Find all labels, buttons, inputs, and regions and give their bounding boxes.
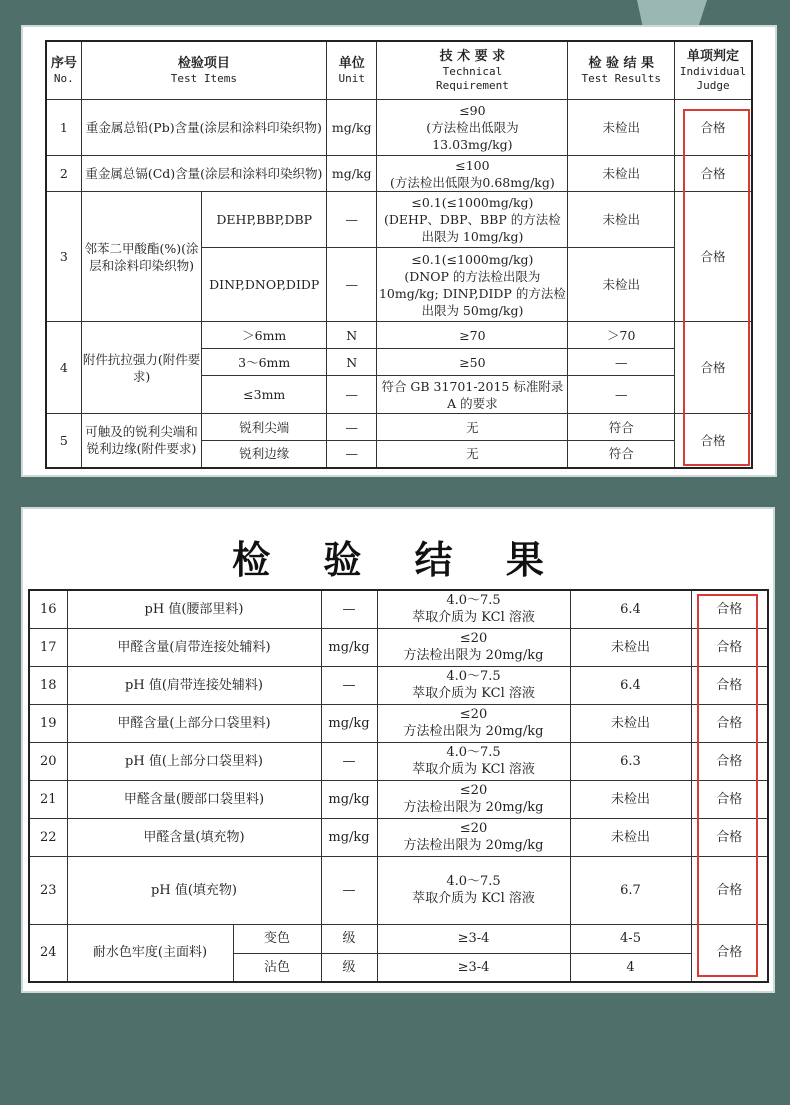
row-requirement: ≤100 (方法检出低限为0.68mg/kg) (377, 156, 568, 192)
row-judge: 合格 (691, 628, 768, 666)
row-no: 5 (46, 414, 81, 468)
row-item: 甲醛含量(填充物) (67, 818, 321, 856)
row-requirement: ≥70 (377, 322, 568, 349)
row-requirement: 4.0～7.5 萃取介质为 KCl 溶液 (377, 590, 570, 628)
row-requirement: 4.0～7.5 萃取介质为 KCl 溶液 (377, 856, 570, 924)
row-requirement: ≤20 方法检出限为 20mg/kg (377, 704, 570, 742)
row-result: 未检出 (570, 780, 691, 818)
row-result: 未检出 (568, 100, 675, 156)
row-item: 甲醛含量(肩带连接处辅料) (67, 628, 321, 666)
row-result: 未检出 (568, 156, 675, 192)
row-unit: mg/kg (321, 704, 377, 742)
top-decoration (637, 0, 707, 26)
row-unit: N (327, 322, 377, 349)
row-requirement: ≤0.1(≤1000mg/kg) (DNOP 的方法检出限为 10mg/kg; DINP,DIDP 的方法检出限为 50mg/kg) (377, 248, 568, 322)
row-no: 20 (29, 742, 67, 780)
row-judge: 合格 (675, 100, 752, 156)
row-result: 未检出 (570, 704, 691, 742)
row-judge: 合格 (691, 590, 768, 628)
header-unit: 单位 Unit (327, 41, 377, 100)
row-unit: — (327, 376, 377, 414)
row-judge: 合格 (691, 704, 768, 742)
sub-item: 锐利尖端 (202, 414, 327, 441)
row-result: 未检出 (568, 192, 675, 248)
row-result: 6.4 (570, 666, 691, 704)
row-result: — (568, 349, 675, 376)
row-result: 4 (570, 953, 691, 982)
row-item: 甲醛含量(上部分口袋里料) (67, 704, 321, 742)
row-item: 重金属总镉(Cd)含量(涂层和涂料印染织物) (81, 156, 326, 192)
header-requirement: 技 术 要 求 Technical Requirement (377, 41, 568, 100)
row-requirement: ≤20 方法检出限为 20mg/kg (377, 818, 570, 856)
table-row (29, 924, 768, 953)
row-unit: — (327, 414, 377, 441)
row-result: 6.7 (570, 856, 691, 924)
judge-highlight-box (683, 109, 750, 466)
row-no: 22 (29, 818, 67, 856)
row-item: 邻苯二甲酸酯(%)(涂层和涂料印染织物) (81, 192, 202, 322)
table-row (29, 742, 768, 780)
header-judge: 单项判定 Individual Judge (675, 41, 752, 100)
row-no: 24 (29, 924, 67, 982)
test-results-table-1 (45, 40, 753, 469)
sub-item: ≤3mm (202, 376, 327, 414)
row-no: 19 (29, 704, 67, 742)
row-no: 21 (29, 780, 67, 818)
row-requirement: 4.0～7.5 萃取介质为 KCl 溶液 (377, 666, 570, 704)
sub-item: 沾色 (233, 953, 321, 982)
sub-item: DINP,DNOP,DIDP (202, 248, 327, 322)
row-requirement: ≥50 (377, 349, 568, 376)
row-requirement: ≤20 方法检出限为 20mg/kg (377, 628, 570, 666)
row-item: pH 值(肩带连接处辅料) (67, 666, 321, 704)
sub-item: ＞6mm (202, 322, 327, 349)
table-row (29, 704, 768, 742)
table-row (46, 100, 752, 156)
table-row (46, 322, 752, 349)
row-no: 1 (46, 100, 81, 156)
row-result: 未检出 (570, 818, 691, 856)
header-no: 序号 No. (46, 41, 81, 100)
row-item: 可触及的锐利尖端和锐利边缘(附件要求) (81, 414, 202, 468)
row-unit: — (321, 856, 377, 924)
row-no: 2 (46, 156, 81, 192)
test-report-panel-1 (21, 25, 777, 477)
row-judge: 合格 (691, 818, 768, 856)
row-result: 未检出 (570, 628, 691, 666)
row-no: 4 (46, 322, 81, 414)
row-judge: 合格 (675, 156, 752, 192)
row-unit: mg/kg (321, 818, 377, 856)
table-row (29, 666, 768, 704)
row-item: pH 值(腰部里料) (67, 590, 321, 628)
row-no: 18 (29, 666, 67, 704)
row-unit: mg/kg (327, 156, 377, 192)
row-judge: 合格 (675, 414, 752, 468)
row-result: 未检出 (568, 248, 675, 322)
header-test-items: 检验项目 Test Items (81, 41, 326, 100)
row-requirement: ≤90 (方法检出低限为 13.03mg/kg) (377, 100, 568, 156)
row-unit: — (327, 441, 377, 468)
table-row (29, 780, 768, 818)
header-row (46, 41, 752, 100)
row-requirement: ≥3-4 (377, 953, 570, 982)
row-no: 17 (29, 628, 67, 666)
sub-item: 3～6mm (202, 349, 327, 376)
table-row (29, 628, 768, 666)
table-row (46, 156, 752, 192)
row-item: 重金属总铅(Pb)含量(涂层和涂料印染织物) (81, 100, 326, 156)
row-unit: 级 (321, 924, 377, 953)
row-no: 23 (29, 856, 67, 924)
row-requirement: ≤0.1(≤1000mg/kg) (DEHP、DBP、BBP 的方法检出限为 10mg/kg) (377, 192, 568, 248)
row-unit: mg/kg (321, 628, 377, 666)
row-item: 甲醛含量(腰部口袋里料) (67, 780, 321, 818)
row-judge: 合格 (691, 666, 768, 704)
test-results-table-2 (28, 589, 769, 983)
row-requirement: 无 (377, 441, 568, 468)
row-judge: 合格 (691, 742, 768, 780)
row-result: 4-5 (570, 924, 691, 953)
row-requirement: 4.0～7.5 萃取介质为 KCl 溶液 (377, 742, 570, 780)
row-requirement: 符合 GB 31701-2015 标准附录 A 的要求 (377, 376, 568, 414)
row-no: 16 (29, 590, 67, 628)
row-judge: 合格 (691, 780, 768, 818)
table-row (29, 818, 768, 856)
judge-highlight-box (697, 594, 758, 977)
sub-item: 变色 (233, 924, 321, 953)
row-result: ＞70 (568, 322, 675, 349)
test-report-panel-2 (21, 507, 775, 993)
table-row (46, 414, 752, 441)
row-judge: 合格 (675, 322, 752, 414)
row-unit: — (321, 742, 377, 780)
row-item: pH 值(上部分口袋里料) (67, 742, 321, 780)
row-item: 耐水色牢度(主面料) (67, 924, 233, 982)
row-result: 6.4 (570, 590, 691, 628)
row-result: 6.3 (570, 742, 691, 780)
row-unit: mg/kg (327, 100, 377, 156)
row-unit: — (327, 192, 377, 248)
row-requirement: ≥3-4 (377, 924, 570, 953)
row-unit: 级 (321, 953, 377, 982)
row-unit: — (321, 666, 377, 704)
table-row (29, 856, 768, 924)
section-title: 检 验 结 果 (232, 538, 564, 582)
row-judge: 合格 (691, 924, 768, 982)
row-judge: 合格 (691, 856, 768, 924)
table-row (29, 590, 768, 628)
row-item: pH 值(填充物) (67, 856, 321, 924)
sub-item: DEHP,BBP,DBP (202, 192, 327, 248)
row-unit: — (321, 590, 377, 628)
row-requirement: 无 (377, 414, 568, 441)
row-unit: N (327, 349, 377, 376)
row-item: 附件抗拉强力(附件要求) (81, 322, 202, 414)
header-results: 检 验 结 果 Test Results (568, 41, 675, 100)
row-unit: — (327, 248, 377, 322)
row-no: 3 (46, 192, 81, 322)
row-result: — (568, 376, 675, 414)
row-result: 符合 (568, 414, 675, 441)
row-result: 符合 (568, 441, 675, 468)
sub-item: 锐利边缘 (202, 441, 327, 468)
row-requirement: ≤20 方法检出限为 20mg/kg (377, 780, 570, 818)
row-unit: mg/kg (321, 780, 377, 818)
row-judge: 合格 (675, 192, 752, 322)
table-row (46, 192, 752, 248)
